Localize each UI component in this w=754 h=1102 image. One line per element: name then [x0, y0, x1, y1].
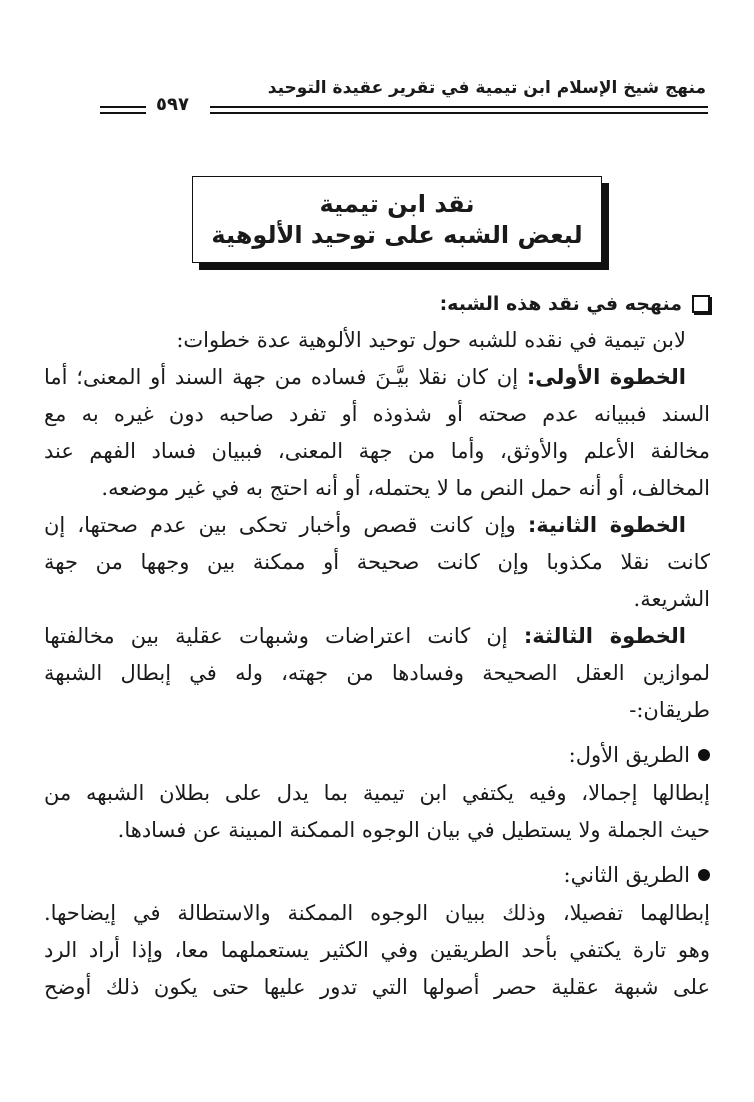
header-rule-left	[100, 106, 146, 114]
step1-label: الخطوة الأولى:	[526, 365, 686, 389]
chapter-title-box	[192, 176, 602, 263]
way1-heading	[44, 735, 710, 775]
way2-heading	[44, 855, 710, 895]
way1-line: حيث الجملة ولا يستطيل في بيان الوجوه الممكنة المبينة عن فسادها.	[117, 818, 710, 842]
way2-line: وهو تارة يكتفي بأحد الطريقين وفي الكثير يستعملهما معا، وإذا أراد الرد	[44, 938, 710, 962]
running-header-title: منهج شيخ الإسلام ابن تيمية في تقرير عقيدة التوحيد	[267, 78, 706, 98]
step2-line: الشريعة.	[633, 587, 710, 611]
step1-line: المخالف، أو أنه حمل النص ما لا يحتمله، أو أنه احتج به في غير موضعه.	[101, 476, 710, 500]
way2-line: إبطالهما تفصيلا، وذلك ببيان الوجوه الممكنة والاستطالة في إيضاحها.	[44, 901, 710, 925]
way1-heading-text: الطريق الأول:	[568, 743, 690, 767]
step2-first-text: وإن كانت قصص وأخبار تحكى بين عدم صحتها، إن	[44, 513, 516, 537]
step3-line: لموازين العقل الصحيحة وفسادها من جهته، وله في إبطال الشبهة	[44, 661, 710, 685]
step3-first-line	[44, 618, 710, 655]
section-heading	[44, 286, 710, 322]
step3-label: الخطوة الثالثة:	[523, 624, 686, 648]
step1-first-text: إن كان نقلا بيَّـنَ فساده من جهة السند أو المعنى؛ أما	[44, 365, 519, 389]
bullet-icon	[698, 749, 710, 761]
section-heading-text: منهجه في نقد هذه الشبه:	[439, 293, 682, 315]
step1-first-line	[44, 359, 710, 396]
step2-label: الخطوة الثانية:	[527, 513, 686, 537]
step1-line: مخالفة الأعلم والأوثق، وأما من جهة المعنى، فببيان فساد الفهم عند	[44, 439, 710, 463]
step3-first-text: إن كانت اعتراضات وشبهات عقلية بين مخالفتها	[44, 624, 508, 648]
page-number: ٥٩٧	[156, 94, 189, 115]
step2-line: كانت نقلا مكذوبا وإن كانت صحيحة أو ممكنة بين وجهها من جهة	[44, 550, 710, 574]
step1-line: السند فببيانه عدم صحته أو شذوذه أو تفرد صاحبه دون غيره به مع	[44, 402, 710, 426]
step2-first-line	[44, 507, 710, 544]
header-rule	[100, 94, 708, 116]
chapter-title-line-2: لبعض الشبه على توحيد الألوهية	[211, 221, 583, 249]
intro-paragraph: لابن تيمية في نقده للشبه حول توحيد الألوهية عدة خطوات:	[176, 328, 686, 352]
chapter-title-line-1: نقد ابن تيمية	[319, 190, 475, 218]
way2-heading-text: الطريق الثاني:	[563, 863, 690, 887]
bullet-icon	[698, 869, 710, 881]
way1-line: إبطالها إجمالا، وفيه يكتفي ابن تيمية بما يدل على بطلان الشبهه من	[44, 781, 710, 805]
body-text	[44, 286, 710, 1006]
step3-line: طريقان:-	[629, 698, 710, 722]
checkbox-icon	[692, 295, 710, 313]
header-rule-right	[210, 106, 708, 114]
way2-line: على شبهة عقلية حصر أصولها التي تدور عليها حتى يكون ذلك أوضح	[44, 975, 710, 999]
